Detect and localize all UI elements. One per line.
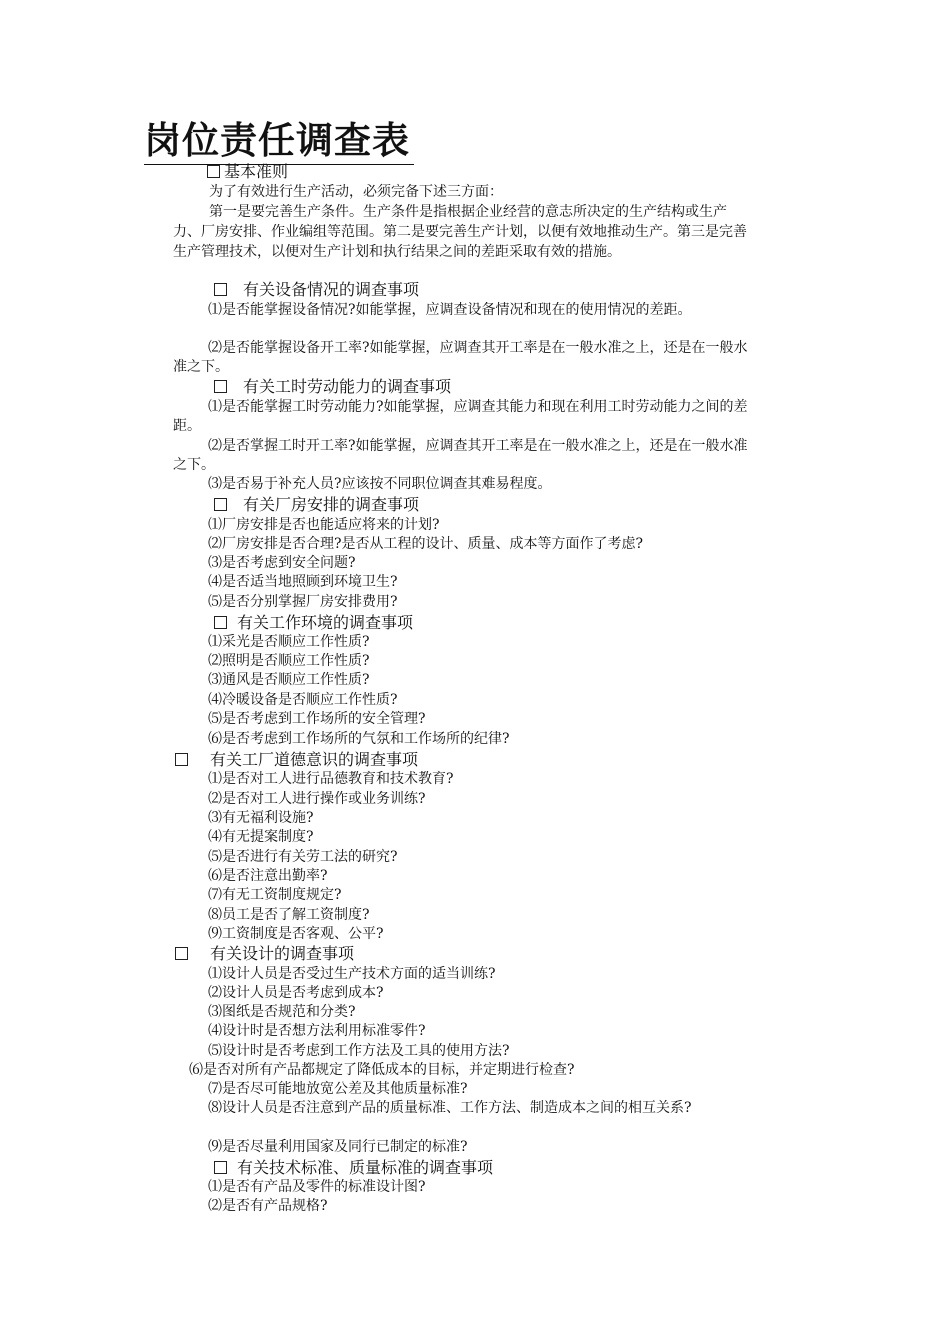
checkbox-icon (207, 165, 220, 178)
list-item: ⑴是否能掌握设备情况?如能掌握，应调查设备情况和现在的使用情况的差距。 (208, 302, 692, 318)
intro-heading (207, 162, 288, 181)
intro-paragraph: 第一是要完善生产条件。生产条件是指根据企业经营的意志所决定的生产结构或生产力、厂房安排、作业编组等范围。第二是要完善生产计划，以便有效地推动生产。第三是完善生产管理技术，以便对生产计划和执行结果之间的差距采取有效的措施。 (173, 204, 747, 260)
section-heading (214, 280, 419, 299)
list-item: ⑸设计时是否考虑到工作方法及工具的使用方法? (208, 1043, 510, 1059)
list-item: ⑵是否对工人进行操作或业务训练? (208, 791, 426, 807)
checkbox-icon (214, 1161, 227, 1174)
checkbox-icon (214, 498, 227, 511)
list-item: ⑶通风是否顺应工作性质? (208, 672, 370, 688)
list-item: ⑸是否分别掌握厂房安排费用? (208, 594, 398, 610)
list-item: ⑶图纸是否规范和分类? (208, 1004, 356, 1020)
list-item: ⑶是否考虑到安全问题? (208, 555, 356, 571)
list-item: ⑻设计人员是否注意到产品的质量标准、工作方法、制造成本之间的相互关系? (208, 1100, 692, 1116)
list-item: ⑵是否能掌握设备开工率?如能掌握，应调查其开工率是在一般水准之上，还是在一般水准之下。 (173, 340, 748, 375)
section-heading-label: 有关工作环境的调查事项 (237, 613, 414, 632)
list-item: ⑴厂房安排是否也能适应将来的计划? (208, 517, 440, 533)
checkbox-icon (214, 616, 227, 629)
list-item: ⑴是否对工人进行品德教育和技术教育? (208, 771, 454, 787)
list-item: ⑹是否注意出勤率? (208, 868, 328, 884)
list-item: ⑼是否尽量利用国家及同行已制定的标准? (208, 1139, 468, 1155)
section-heading-label: 有关设计的调查事项 (210, 944, 355, 963)
list-item: ⑵厂房安排是否合理?是否从工程的设计、质量、成本等方面作了考虑? (208, 536, 644, 552)
section-heading (214, 495, 419, 514)
section-heading-label: 有关工时劳动能力的调查事项 (243, 377, 452, 396)
list-item: ⑵是否掌握工时开工率?如能掌握，应调查其开工率是在一般水准之上，还是在一般水准之下。 (173, 438, 748, 473)
section-heading-label: 有关工厂道德意识的调查事项 (210, 750, 419, 769)
section-heading (175, 944, 354, 963)
list-item: ⑵设计人员是否考虑到成本? (208, 985, 384, 1001)
list-item: ⑷设计时是否想方法利用标准零件? (208, 1023, 426, 1039)
section-heading (214, 377, 451, 396)
list-item: ⑸是否进行有关劳工法的研究? (208, 849, 398, 865)
intro-heading-label: 基本准则 (224, 162, 289, 181)
section-heading (214, 613, 413, 632)
list-item: ⑹是否考虑到工作场所的气氛和工作场所的纪律? (208, 731, 510, 747)
checkbox-icon (175, 753, 188, 766)
list-item: ⑷是否适当地照顾到环境卫生? (208, 574, 398, 590)
list-item: ⑵照明是否顺应工作性质? (208, 653, 370, 669)
list-item: ⑶是否易于补充人员?应该按不同职位调查其难易程度。 (208, 476, 552, 492)
checkbox-icon (175, 947, 188, 960)
list-item: ⑺有无工资制度规定? (208, 887, 342, 903)
section-heading (175, 750, 418, 769)
list-item: ⑴采光是否顺应工作性质? (208, 634, 370, 650)
list-item: ⑹是否对所有产品都规定了降低成本的目标，并定期进行检查? (189, 1062, 575, 1078)
list-item: ⑷有无提案制度? (208, 829, 314, 845)
list-item: ⑼工资制度是否客观、公平? (208, 926, 384, 942)
page-title: 岗位责任调查表 (144, 116, 414, 165)
list-item: ⑸是否考虑到工作场所的安全管理? (208, 711, 426, 727)
list-item: ⑶有无福利设施? (208, 810, 314, 826)
list-item: ⑴设计人员是否受过生产技术方面的适当训练? (208, 966, 496, 982)
list-item: ⑵是否有产品规格? (208, 1198, 328, 1214)
section-heading-label: 有关厂房安排的调查事项 (243, 495, 420, 514)
intro-line: 为了有效进行生产活动，必须完备下述三方面： (209, 184, 503, 200)
section-heading-label: 有关设备情况的调查事项 (243, 280, 420, 299)
list-item: ⑺是否尽可能地放宽公差及其他质量标准? (208, 1081, 468, 1097)
list-item: ⑷冷暖设备是否顺应工作性质? (208, 692, 398, 708)
list-item: ⑴是否能掌握工时劳动能力?如能掌握，应调查其能力和现在利用工时劳动能力之间的差距。 (173, 399, 748, 434)
list-item: ⑻员工是否了解工资制度? (208, 907, 370, 923)
checkbox-icon (214, 380, 227, 393)
section-heading-label: 有关技术标准、质量标准的调查事项 (237, 1158, 494, 1177)
list-item: ⑴是否有产品及零件的标准设计图? (208, 1179, 426, 1195)
section-heading (214, 1158, 493, 1177)
checkbox-icon (214, 283, 227, 296)
